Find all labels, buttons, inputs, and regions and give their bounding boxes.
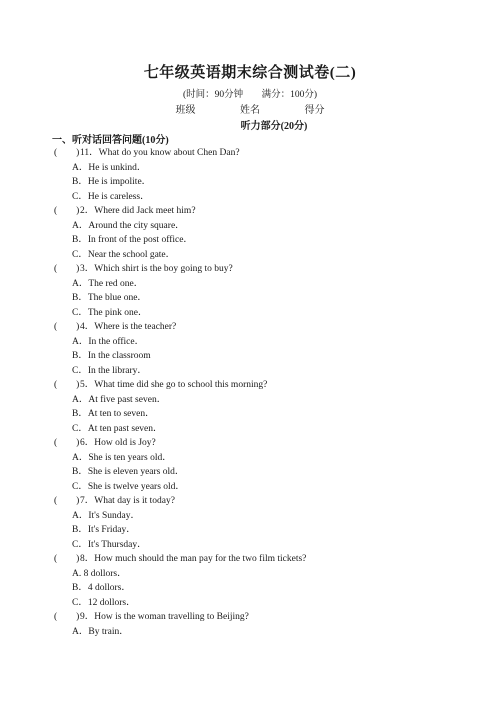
answer-option: A．By train． xyxy=(72,626,129,637)
question-item xyxy=(0,204,500,219)
answer-blank[interactable]: ( ) xyxy=(54,148,80,158)
answer-blank[interactable]: ( ) xyxy=(54,496,80,506)
question-text: 11．What do you know about Chen Dan? xyxy=(80,148,240,158)
class-label: 班级 xyxy=(175,105,196,116)
answer-option: B．She is eleven years old． xyxy=(72,467,185,477)
answer-option: C．In the library． xyxy=(72,365,147,376)
question-text: 4．Where is the teacher? xyxy=(80,322,177,332)
exam-full-score: 满分：100分) xyxy=(261,90,317,100)
answer-blank[interactable]: ( ) xyxy=(54,438,80,448)
answer-option: A．Around the city square． xyxy=(72,220,185,231)
part-heading xyxy=(0,117,500,132)
answer-option: A．It's Sunday． xyxy=(72,510,140,521)
answer-blank[interactable]: ( ) xyxy=(54,612,80,622)
question-item xyxy=(0,320,500,335)
answer-option: C．It's Thursday． xyxy=(72,539,147,550)
question-text: 7．What day is it today? xyxy=(80,496,175,506)
question-text: 8．How much should the man pay for the two film tickets? xyxy=(80,554,307,564)
question-text: 3．Which shirt is the boy going to buy? xyxy=(80,264,233,274)
answer-option: C．He is careless． xyxy=(72,191,150,202)
name-label: 姓名 xyxy=(240,105,260,116)
question-item xyxy=(0,262,500,277)
answer-option: B．The blue one． xyxy=(72,293,147,303)
question-item xyxy=(0,378,500,393)
answer-option: A．In the office． xyxy=(72,336,145,347)
question-list xyxy=(0,146,500,639)
answer-option: C．At ten past seven． xyxy=(72,423,163,434)
question-item xyxy=(0,494,500,509)
answer-blank[interactable]: ( ) xyxy=(54,380,80,390)
answer-option: A．At five past seven． xyxy=(72,394,167,405)
answer-option: A．The red one． xyxy=(72,278,144,289)
answer-option: C．She is twelve years old． xyxy=(72,481,185,492)
score-label: 得分 xyxy=(304,105,325,116)
question-text: 2．Where did Jack meet him? xyxy=(80,206,196,216)
answer-option: A. 8 dollors． xyxy=(72,568,127,579)
answer-option: B．He is impolite． xyxy=(72,177,152,187)
answer-blank[interactable]: ( ) xyxy=(54,322,80,332)
question-text: 6．How old is Joy? xyxy=(80,438,156,448)
question-item xyxy=(0,436,500,451)
student-info-line xyxy=(0,101,500,116)
answer-blank[interactable]: ( ) xyxy=(54,554,80,564)
answer-option: B．4 dollors． xyxy=(72,583,131,593)
page-title: 七年级英语期末综合测试卷(二) xyxy=(143,65,357,81)
question-text: 9．How is the woman travelling to Beijing? xyxy=(80,612,249,622)
question-item xyxy=(0,610,500,625)
answer-option: B．In the classroom xyxy=(72,351,151,361)
question-text: 5．What time did she go to school this morning? xyxy=(80,380,268,390)
answer-option: A．He is unkind． xyxy=(72,162,147,173)
answer-option: B．It's Friday． xyxy=(72,525,136,535)
exam-info xyxy=(0,86,500,100)
question-item xyxy=(0,552,500,567)
answer-blank[interactable]: ( ) xyxy=(54,264,80,274)
answer-option: B．In front of the post office． xyxy=(72,235,193,245)
answer-option: B．At ten to seven． xyxy=(72,409,155,419)
answer-option: C．12 dollors． xyxy=(72,597,136,608)
answer-option: A．She is ten years old． xyxy=(72,452,172,463)
answer-blank[interactable]: ( ) xyxy=(54,206,80,216)
answer-option: C．The pink one． xyxy=(72,307,148,318)
listening-part-label: 听力部分(20分) xyxy=(240,121,308,132)
section-heading: 一、听对话回答问题(10分) xyxy=(52,135,169,146)
answer-option: C．Near the school gate． xyxy=(72,249,176,260)
exam-time: (时间：90分钟 xyxy=(183,90,244,100)
question-item xyxy=(0,146,500,161)
